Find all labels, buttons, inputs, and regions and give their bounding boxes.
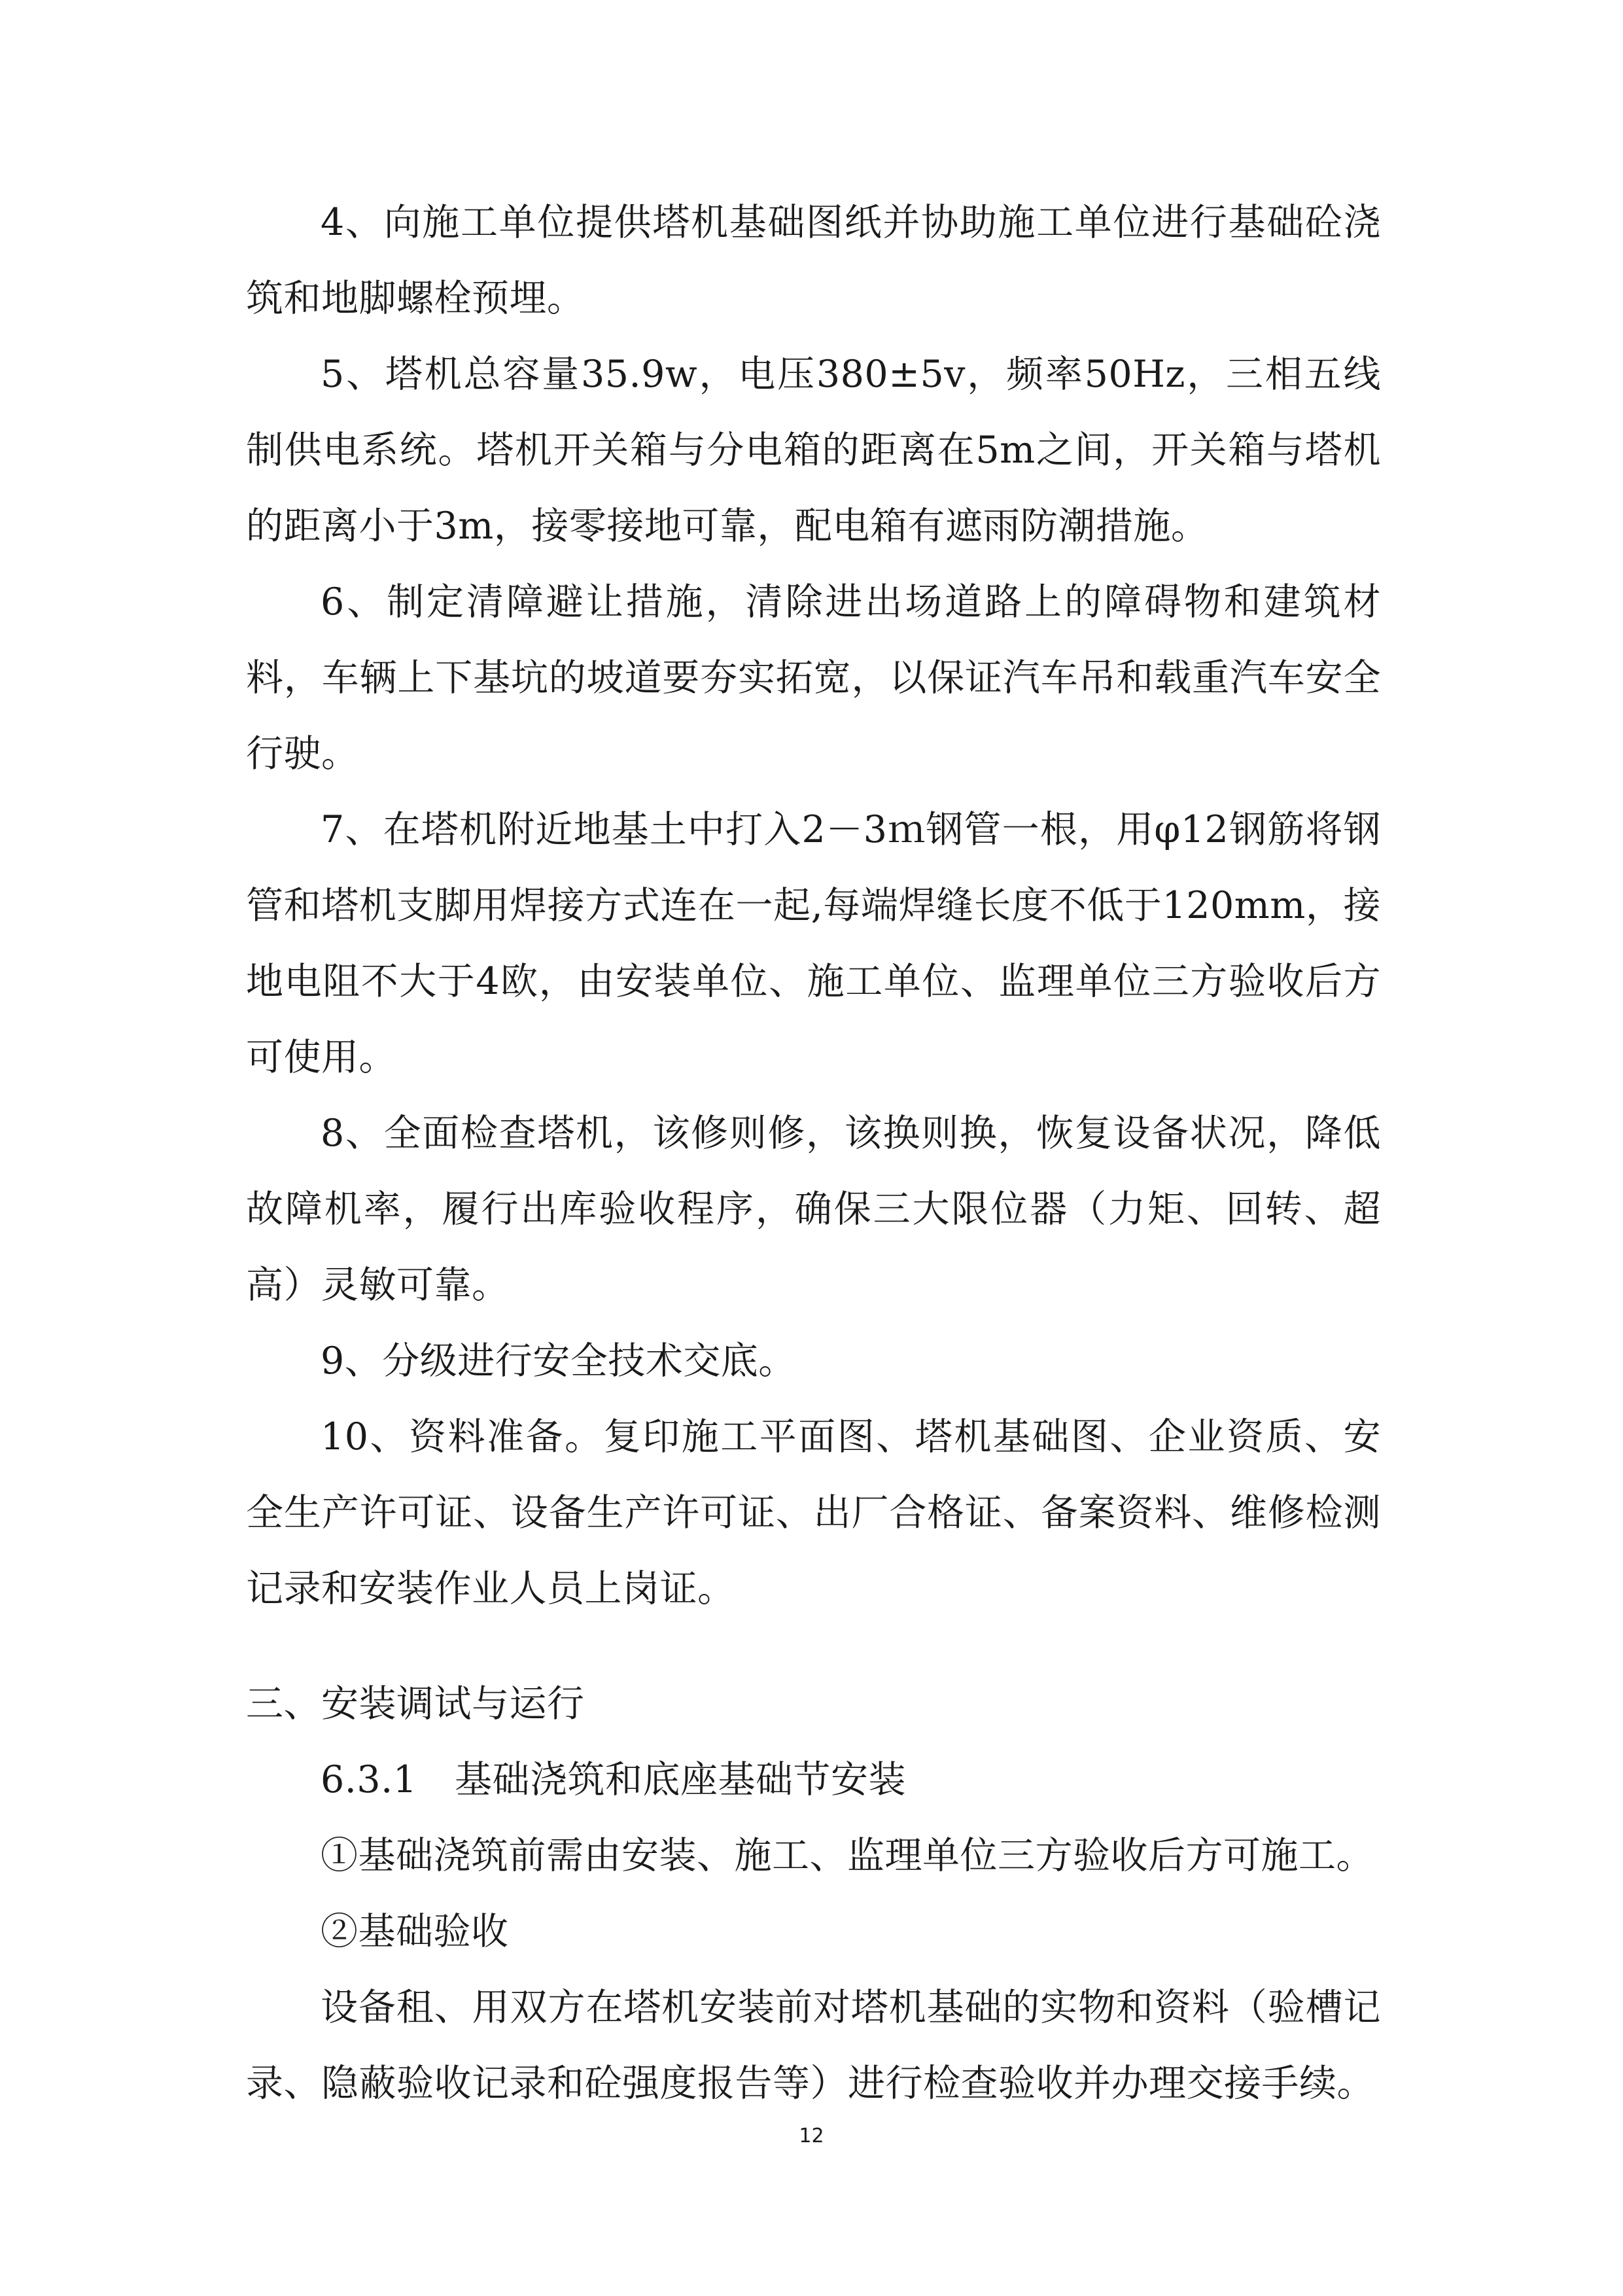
section-heading: 三、安装调试与运行 (246, 1682, 585, 1725)
paragraph-item-6: 6、制定清障避让措施，清除进出场道路上的障碍物和建筑材料，车辆上下基坑的坡道要夯实拓宽，以保证汽车吊和载重汽车安全行驶。 (246, 580, 1381, 775)
page-number: 12 (799, 2125, 824, 2147)
paragraph-item-9: 9、分级进行安全技术交底。 (321, 1339, 796, 1383)
paragraph-item-7: 7、在塔机附近地基土中打入2－3ｍ钢管一根，用φ12钢筋将钢管和塔机支脚用焊接方式连在一起,每端焊缝长度不低于120mm，接地电阻不大于4欧，由安装单位、施工单位、监理单位三方验收后方可使用。 (246, 808, 1381, 1079)
subsection-paragraph-2: ②基础验收 (321, 1910, 509, 1953)
subsection-heading: 6.3.1 基础浇筑和底座基础节安装 (321, 1758, 907, 1801)
subsection-paragraph-1: ①基础浇筑前需由安装、施工、监理单位三方验收后方可施工。 (321, 1834, 1374, 1877)
document-body (246, 185, 1381, 2121)
subsection-paragraph-3: 设备租、用双方在塔机安装前对塔机基础的实物和资料（验槽记录、隐蔽验收记录和砼强度报告等）进行检查验收并办理交接手续。 (246, 1986, 1381, 2105)
paragraph-item-5: 5、塔机总容量35.9w，电压380±5v，频率50Hz，三相五线制供电系统。塔机开关箱与分电箱的距离在5m之间，开关箱与塔机的距离小于3m，接零接地可靠，配电箱有遮雨防潮措施。 (246, 353, 1381, 548)
paragraph-item-4: 4、向施工单位提供塔机基础图纸并协助施工单位进行基础砼浇筑和地脚螺栓预埋。 (246, 201, 1381, 320)
paragraph-item-10: 10、资料准备。复印施工平面图、塔机基础图、企业资质、安全生产许可证、设备生产许可证、出厂合格证、备案资料、维修检测记录和安装作业人员上岗证。 (246, 1415, 1381, 1610)
paragraph-item-8: 8、全面检查塔机，该修则修，该换则换，恢复设备状况，降低故障机率，履行出库验收程序，确保三大限位器（力矩、回转、超高）灵敏可靠。 (246, 1112, 1381, 1307)
